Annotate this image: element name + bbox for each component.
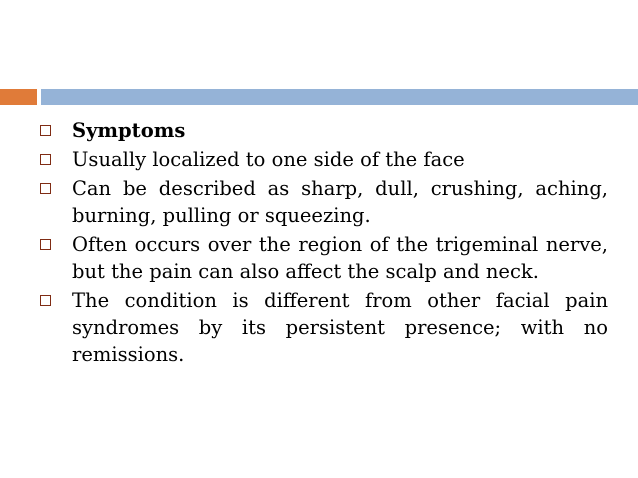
bullet-text: Usually localized to one side of the face — [72, 148, 465, 171]
blue-accent-bar — [41, 89, 638, 105]
square-bullet-icon — [40, 295, 51, 306]
square-bullet-icon — [40, 125, 51, 136]
square-bullet-icon — [40, 154, 51, 165]
bullet-item-condition — [38, 287, 608, 368]
bullet-item-region — [38, 231, 608, 285]
orange-accent-bar — [0, 89, 37, 105]
bullet-text: Often occurs over the region of the trigeminal nerve, but the pain can also affect the scalp and neck. — [72, 233, 608, 283]
bullet-item-symptoms — [38, 117, 608, 144]
bullet-text-heading: Symptoms — [72, 119, 186, 142]
bullet-text: The condition is different from other facial pain syndromes by its persistent presence; with no remissions. — [72, 289, 608, 366]
slide-body — [38, 117, 608, 370]
bullet-item-description — [38, 175, 608, 229]
square-bullet-icon — [40, 183, 51, 194]
bullet-item-localization — [38, 146, 608, 173]
bullet-text: Can be described as sharp, dull, crushing, aching, burning, pulling or squeezing. — [72, 177, 608, 227]
square-bullet-icon — [40, 239, 51, 250]
